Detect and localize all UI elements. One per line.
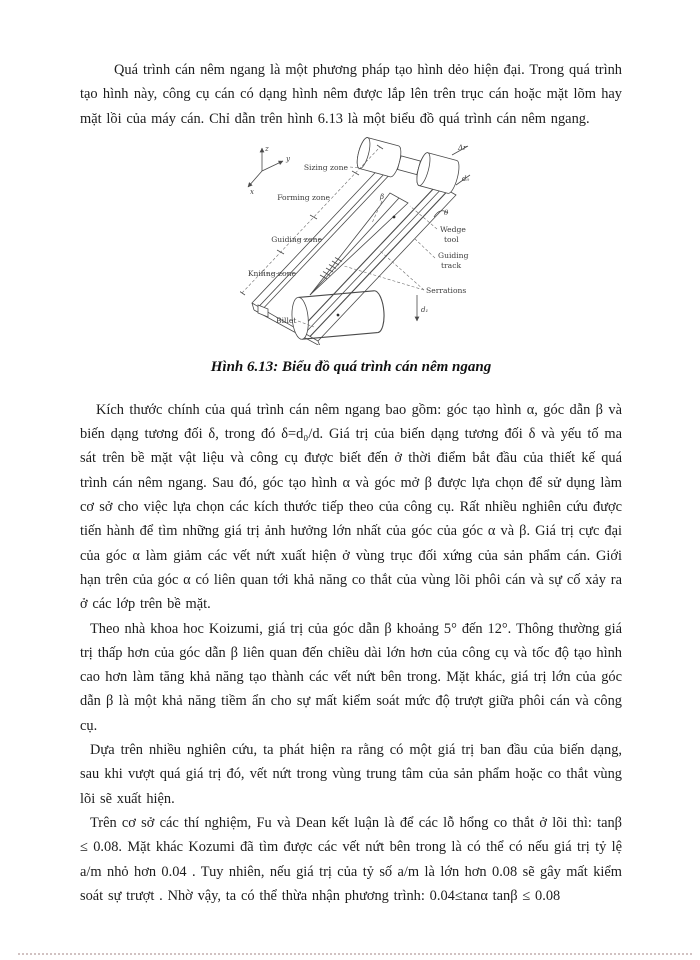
figure-label-forming-zone: Forming zone [277,192,330,202]
cross-wedge-rolling-diagram [240,137,490,345]
page-bottom-divider [18,953,692,955]
figure-label-billet: Billet [276,315,297,325]
axis-x-label: x [250,187,254,196]
figure-label-knifing-zone: Knifing zone [247,268,296,278]
dim-beta: β [380,192,385,201]
figure-label-guiding-track-2: track [441,260,462,270]
plate-center-dot [393,215,396,218]
figure-caption: Hình 6.13: Biểu đồ quá trình cán nêm ngang [210,358,492,375]
figure-label-wedge-tool: Wedge [440,224,466,234]
figure-label-serrations: Serrations [426,285,467,295]
dim-theta: θ [444,208,449,217]
paragraph-dimensions: Kích thước chính của quá trình cán nêm ngang bao gồm: góc tạo hình α, góc dẫn β và biến dạng tương đối δ, trong đó δ=d₀/d. Giá trị của biến dạng tương đối δ và yếu tố ma sát trên bề mặt vật liệu và công cụ được biết đến ở thời điểm bắt đầu của thiết kế quá trình cán nêm ngang. Sau đó, góc tạo hình α và góc mở β được lựa chọn để sử dụng làm cơ sở cho việc lựa chọn các kích thước tiếp theo của công cụ. Rất nhiều nghiên cứu được tiến hành để tìm những giá trị ảnh hưởng lớn nhất của góc của góc α và β. Giá trị cực đại của góc α làm giảm các vết nứt xuất hiện ở vùng trục đối xứng của sản phẩm cán. Giới hạn trên của góc α có liên quan tới khả năng co thắt của vùng lõi phôi cán và sự cố xảy ra ở các lớp trên bề mặt. [80,401,622,613]
figure-label-guiding-track: Guiding [438,250,469,260]
paragraph-koizumi: Theo nhà khoa hoc Koizumi, giá trị của góc dẫn β khoảng 5° đến 12°. Thông thường giá trị thấp hơn của góc dẫn β liên quan đến chiều dài lớn hơn của công cụ và tốc độ tạo hình cao hơn làm tăng khả năng tạo thành các vết nứt bên trong. Mặt khác, giá trị lớn của góc dẫn β là một khả năng tiềm ẩn cho sự mất kiểm soát mức độ trượt giữa phôi cán và công cụ. [80,620,622,734]
axis-z-label: z [265,144,269,153]
dim-d0: d₀ [462,174,470,183]
paragraph-research: Dựa trên nhiều nghiên cứu, ta phát hiện ra rằng có một giá trị ban đầu của biến dạng, sau khi vượt quá giá trị đó, vết nứt trong vùng trung tâm của sản phẩm hoặc co thắt vùng lõi sẽ xuất hiện. [80,742,622,807]
figure-6-13 [240,137,490,345]
paragraph-intro: Quá trình cán nêm ngang là một phương pháp tạo hình dẻo hiện đại. Trong quá trình tạo hình này, công cụ cán có dạng hình nêm được lắp lên trên trục cán hoặc mặt lõm hay mặt lồi của máy cán. Chỉ dẫn trên hình 6.13 là một biểu đồ quá trình cán nêm ngang. [80,62,622,127]
dim-delta-r: Δr [458,143,467,152]
axes-triad-icon [248,145,291,196]
figure-label-guiding-zone: Guiding zone [271,234,322,244]
paragraph-fu-dean: Trên cơ sở các thí nghiệm, Fu và Dean kết luận là để các lỗ hổng co thắt ở lõi thì: tanβ ≤ 0.08. Mặt khác Kozumi đã tìm được các vết nứt bên trong là có thể có nếu giá trị tỷ lệ a/m nhỏ hơn 0.04 . Tuy nhiên, nếu giá trị của tỷ số a/m là lớn hơn 0.08 sẽ gây mất kiểm soát sự trượt . Nhờ vậy, ta có thể thừa nhận phương trình: 0.04≤tanα tanβ ≤ 0.08 [80,814,622,904]
dim-d1: d₁ [421,305,429,314]
axis-y-label: y [286,154,290,163]
figure-label-sizing-zone: Sizing zone [303,162,348,172]
figure-label-wedge-tool-2: tool [444,234,459,244]
